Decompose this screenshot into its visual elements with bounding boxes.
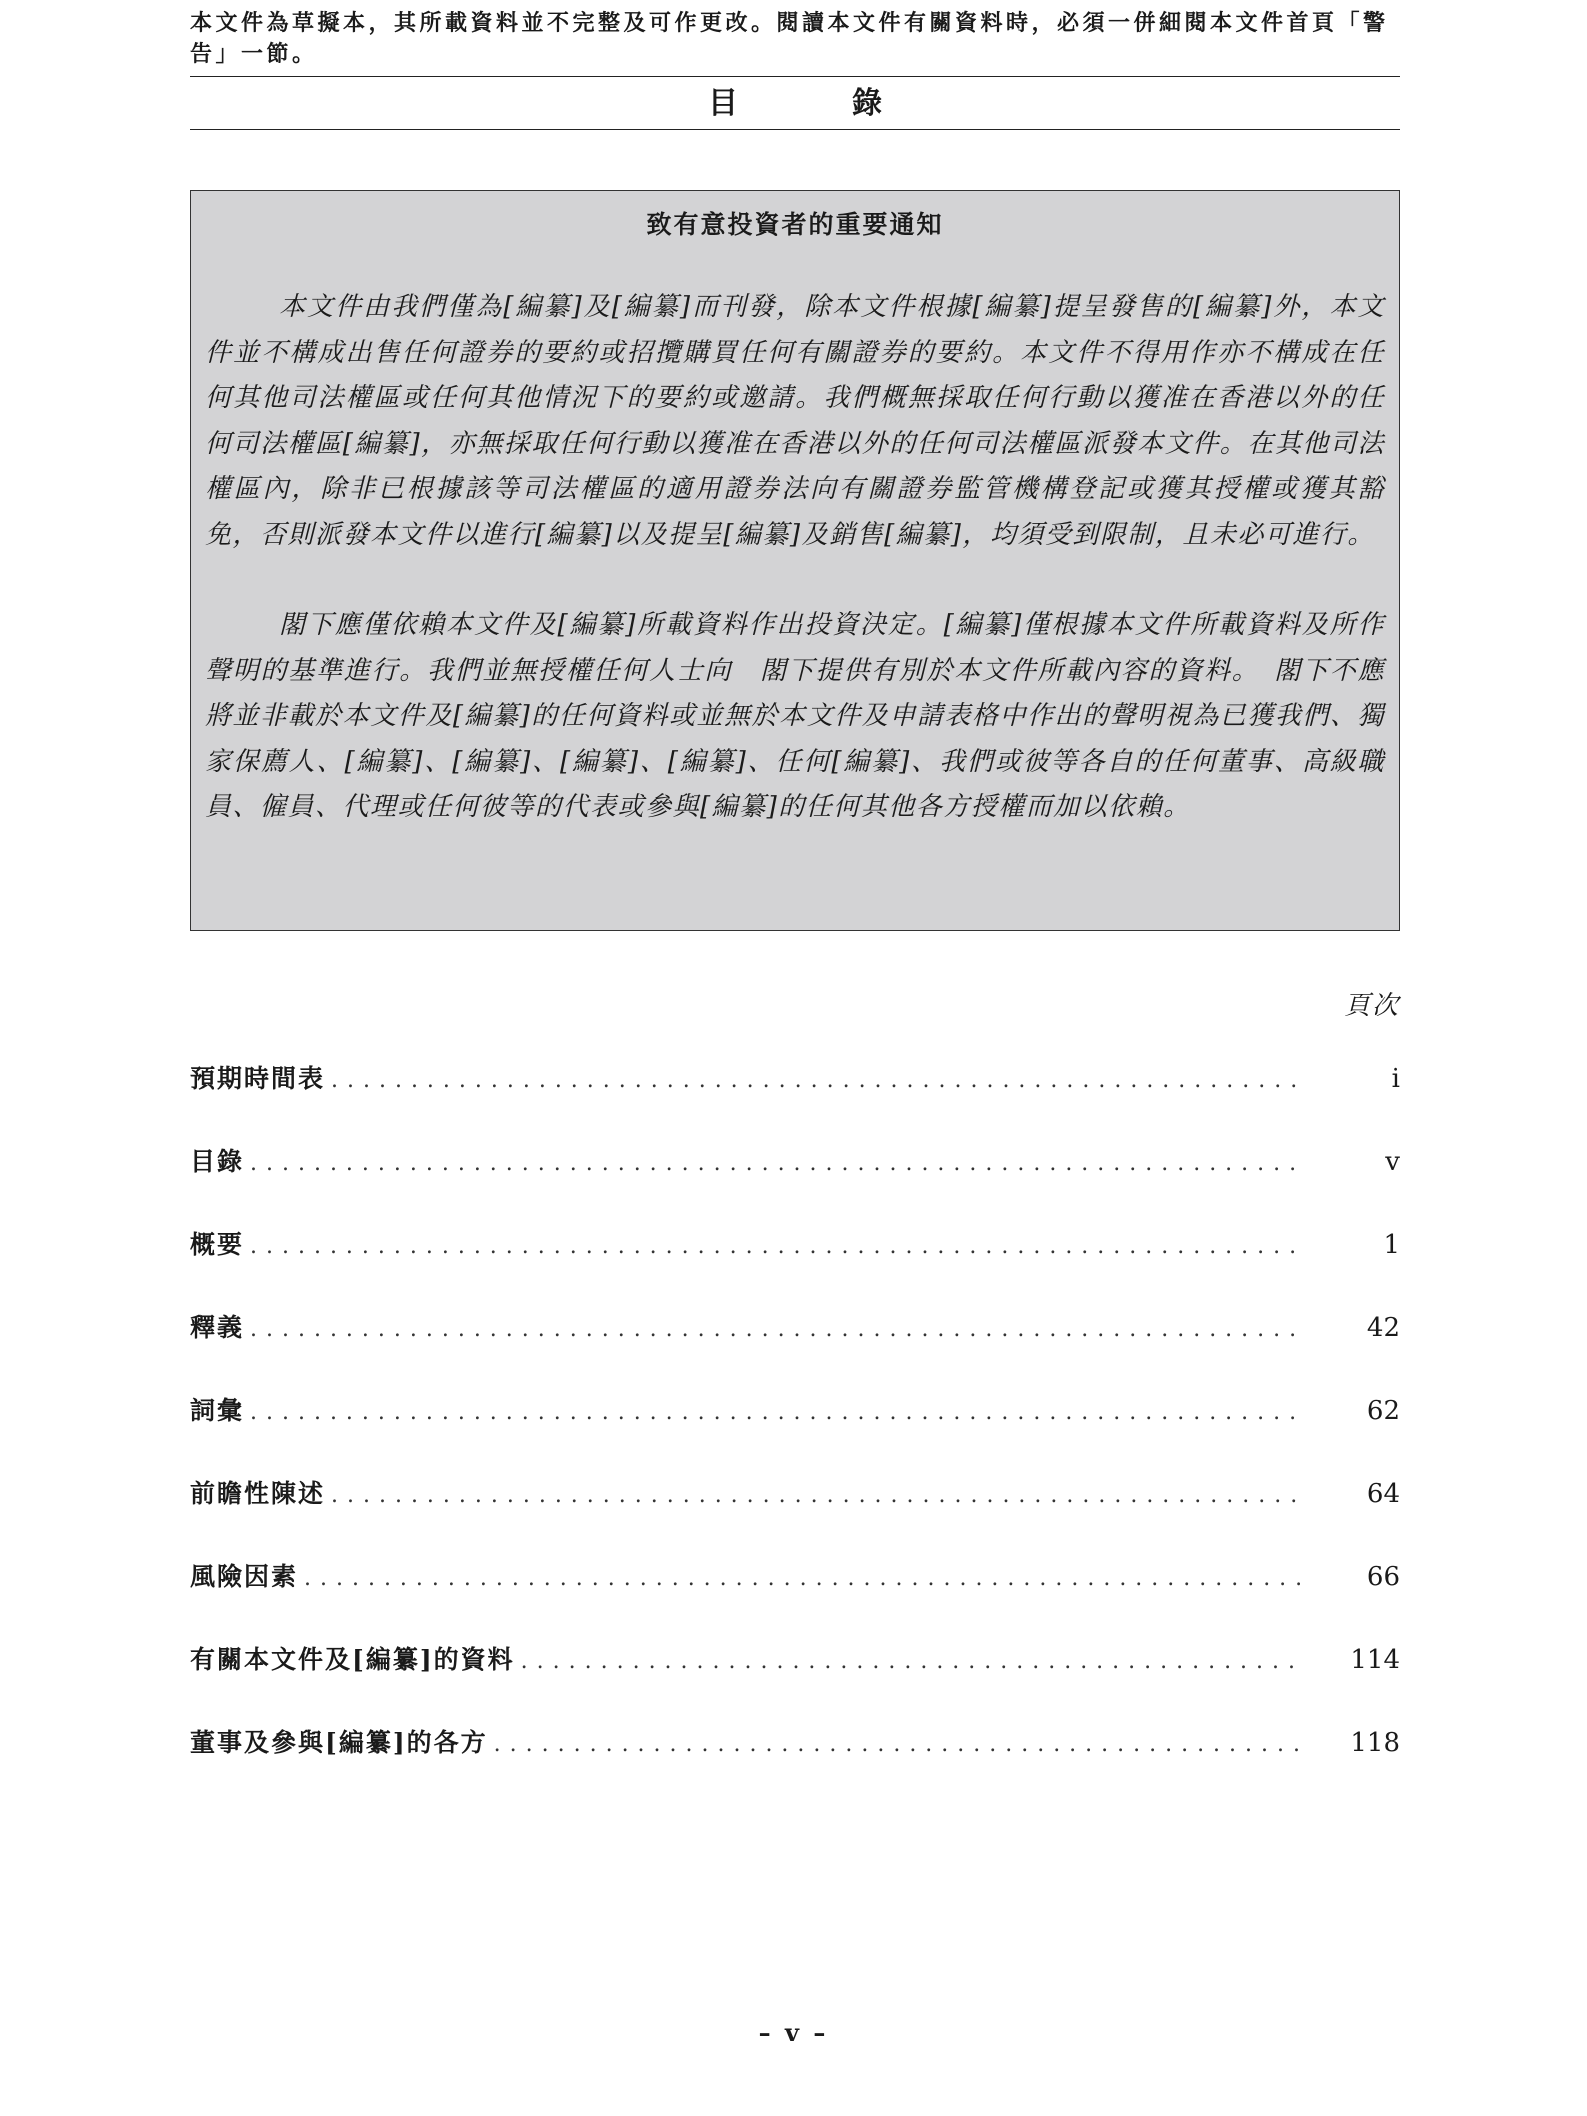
- toc-entry-page: 66: [1366, 1562, 1400, 1592]
- table-of-contents: [190, 1062, 1400, 1809]
- toc-dot-leader: [250, 1228, 1300, 1262]
- toc-dot-leader: [494, 1726, 1300, 1760]
- toc-entry-page: 62: [1366, 1396, 1400, 1426]
- toc-entry[interactable]: [190, 1145, 1400, 1228]
- toc-dot-leader: [331, 1477, 1300, 1511]
- toc-entry[interactable]: [190, 1062, 1400, 1145]
- toc-entry-title[interactable]: 風險因素: [190, 1560, 304, 1594]
- toc-dot-leader: [331, 1062, 1300, 1096]
- toc-entry-page: 118: [1350, 1728, 1400, 1758]
- toc-dot-leader: [250, 1145, 1300, 1179]
- notice-paragraph-1: 本文件由我們僅為[編纂]及[編纂]而刊發，除本文件根據[編纂]提呈發售的[編纂]外，本文件並不構成出售任何證券的要約或招攬購買任何有關證券的要約。本文件不得用作亦不構成在任何其他司法權區或任何其他情況下的要約或邀請。我們概無採取任何行動以獲准在香港以外的任何司法權區[編纂]，亦無採取任何行動以獲准在香港以外的任何司法權區派發本文件。在其他司法權區內，除非已根據該等司法權區的適用證券法向有關證券監管機構登記或獲其授權或獲其豁免，否則派發本文件以進行[編纂]以及提呈[編纂]及銷售[編纂]，均須受到限制，且未必可進行。: [205, 292, 1385, 550]
- toc-entry-page: 114: [1350, 1645, 1400, 1675]
- toc-entry-title[interactable]: 詞彙: [190, 1394, 250, 1428]
- toc-page-column-heading: 頁次: [1343, 991, 1400, 1021]
- toc-entry[interactable]: [190, 1311, 1400, 1394]
- toc-entry[interactable]: [190, 1726, 1400, 1809]
- toc-entry-title[interactable]: 目錄: [190, 1145, 250, 1179]
- toc-entry[interactable]: [190, 1228, 1400, 1311]
- toc-entry-page: i: [1391, 1064, 1400, 1094]
- toc-dot-leader: [250, 1394, 1300, 1428]
- toc-entry-title[interactable]: 釋義: [190, 1311, 250, 1345]
- page-number-footer: – v –: [758, 2018, 829, 2047]
- draft-warning: 本文件為草擬本，其所載資料並不完整及可作更改。閱讀本文件有關資料時，必須一併細閱本文件首頁「警告」一節。: [190, 10, 1389, 67]
- toc-dot-leader: [521, 1643, 1300, 1677]
- toc-entry-title[interactable]: 有關本文件及[編纂]的資料: [190, 1643, 521, 1677]
- toc-entry[interactable]: [190, 1560, 1400, 1643]
- toc-dot-leader: [250, 1311, 1300, 1345]
- toc-entry-page: 1: [1383, 1230, 1400, 1260]
- toc-entry-title[interactable]: 前瞻性陳述: [190, 1477, 331, 1511]
- toc-entry-page: 64: [1366, 1479, 1400, 1509]
- toc-entry-title[interactable]: 概要: [190, 1228, 250, 1262]
- toc-dot-leader: [304, 1560, 1300, 1594]
- page-title: 目 錄: [708, 86, 924, 121]
- notice-paragraph-2: 閣下應僅依賴本文件及[編纂]所載資料作出投資決定。[編纂]僅根據本文件所載資料及所作聲明的基準進行。我們並無授權任何人士向 閣下提供有別於本文件所載內容的資料。 閣下不應將並非載於本文件及[編纂]的任何資料或並無於本文件及申請表格中作出的聲明視為已獲我們、獨家保薦人、[編纂]、[編纂]、[編纂]、[編纂]、任何[編纂]、我們或彼等各自的任何董事、高級職員、僱員、代理或任何彼等的代表或參與[編纂]的任何其他各方授權而加以依賴。: [205, 610, 1385, 822]
- toc-entry-title[interactable]: 預期時間表: [190, 1062, 331, 1096]
- toc-entry-page: v: [1385, 1147, 1400, 1177]
- investor-notice-box: [190, 190, 1400, 931]
- toc-entry[interactable]: [190, 1643, 1400, 1726]
- header-rule-top: [190, 76, 1400, 77]
- toc-entry[interactable]: [190, 1394, 1400, 1477]
- notice-title: 致有意投資者的重要通知: [646, 210, 944, 239]
- toc-entry[interactable]: [190, 1477, 1400, 1560]
- toc-entry-title[interactable]: 董事及參與[編纂]的各方: [190, 1726, 494, 1760]
- header-rule-bottom: [190, 129, 1400, 130]
- toc-entry-page: 42: [1366, 1313, 1400, 1343]
